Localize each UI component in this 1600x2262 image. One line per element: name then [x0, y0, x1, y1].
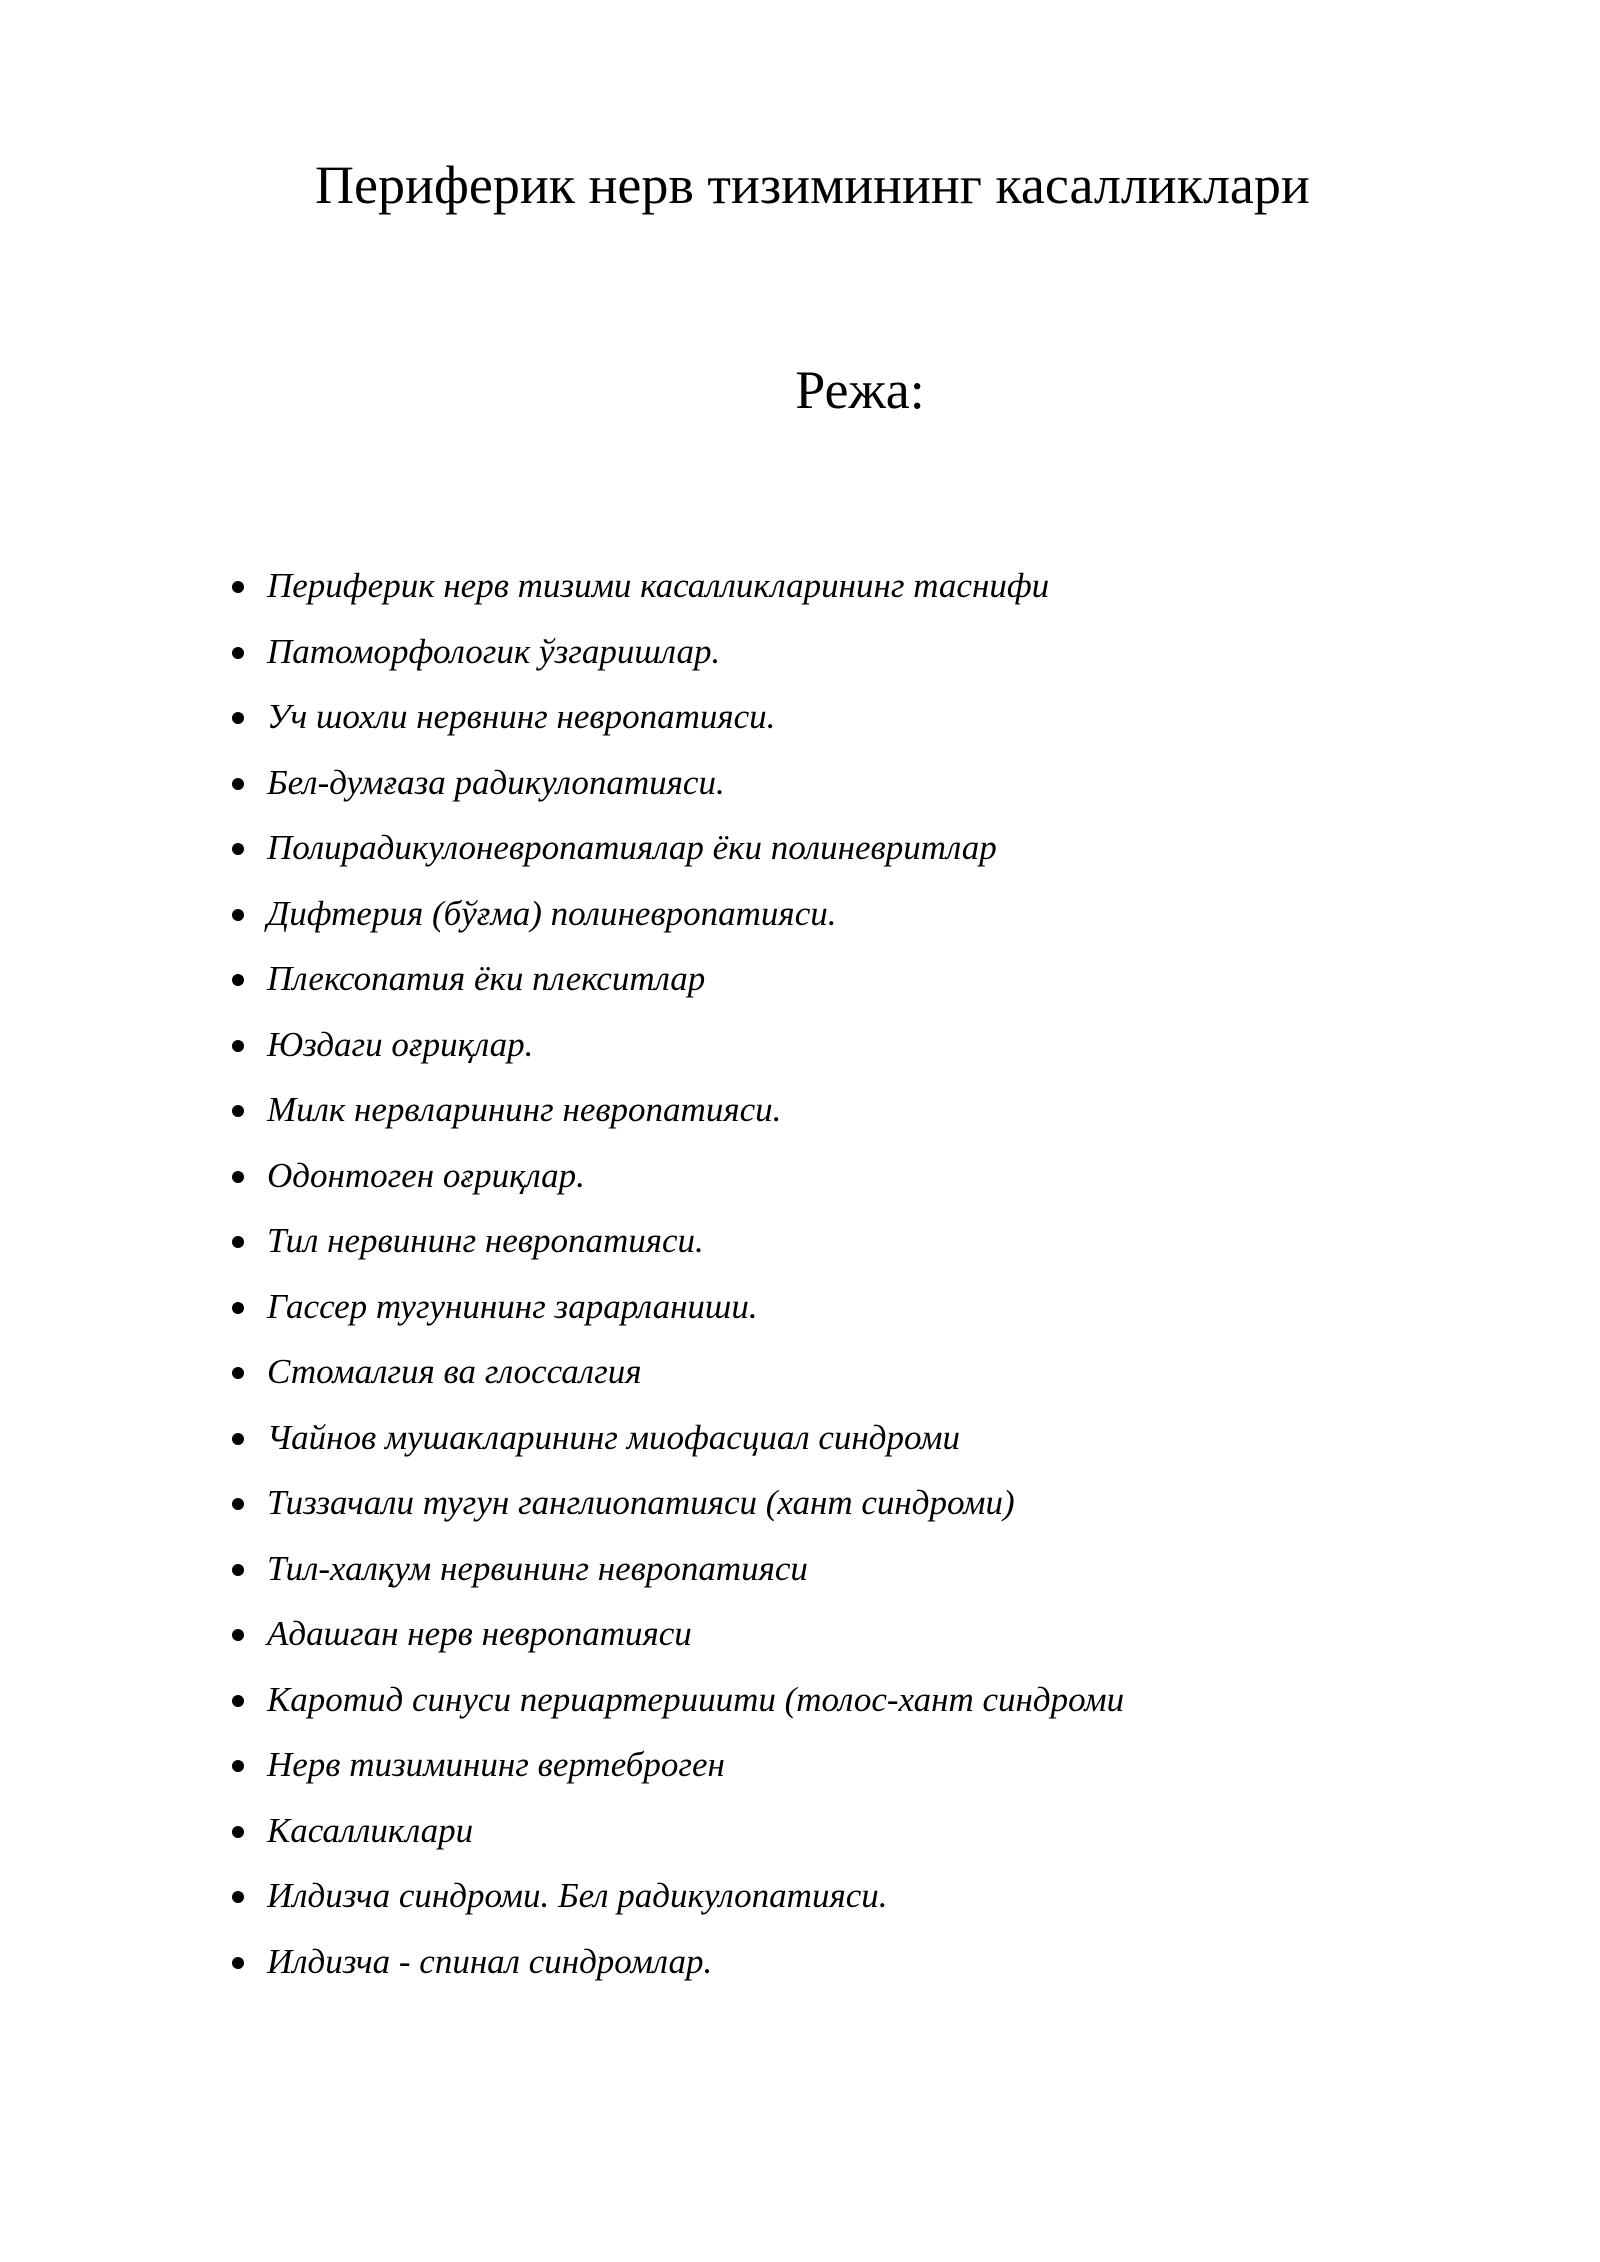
plan-item-text: Тиззачали тугун ганглиопатияси (хант синдроми): [267, 1483, 1015, 1522]
plan-item-text: Патоморфологик ўзгаришлар.: [267, 631, 721, 671]
plan-item: [232, 692, 1482, 758]
plan-item: [232, 1871, 1482, 1937]
plan-item-text: Касалликлари: [267, 1810, 474, 1850]
plan-item: [232, 561, 1482, 627]
bullet-icon: [232, 1367, 244, 1379]
bullet-icon: [232, 974, 244, 986]
plan-item-text: Уч шохли нервнинг невропатияси.: [267, 697, 776, 736]
bullet-icon: [232, 581, 244, 593]
document-title: Периферик нерв тизимининг касалликлари: [315, 155, 1310, 215]
plan-item-text: Стомалгия ва глоссалгия: [267, 1352, 642, 1391]
plan-item-text: Нерв тизимининг вертеброген: [267, 1745, 725, 1784]
bullet-icon: [232, 1302, 244, 1314]
bullet-icon: [232, 778, 244, 790]
plan-list: [232, 561, 1482, 2002]
bullet-icon: [232, 1957, 244, 1969]
plan-item-text: Периферик нерв тизими касалликларининг таснифи: [267, 566, 1050, 605]
bullet-icon: [232, 1695, 244, 1707]
plan-item: [232, 627, 1482, 693]
bullet-icon: [232, 1040, 244, 1052]
bullet-icon: [232, 1105, 244, 1117]
plan-item: [232, 1609, 1482, 1675]
plan-item-text: Бел-думғаза радикулопатияси.: [267, 762, 725, 802]
plan-item: [232, 1347, 1482, 1413]
plan-item-text: Тил-халқум нервининг невропатияси: [267, 1548, 808, 1588]
plan-item-text: Милк нервларининг невропатияси.: [267, 1090, 782, 1129]
plan-item-text: Плексопатия ёки плекситлар: [267, 959, 706, 998]
plan-item: [232, 954, 1482, 1020]
plan-item-text: Каротид синуси периартерииити (толос-хант синдроми: [267, 1679, 1125, 1719]
plan-item-text: Илдизча синдроми. Бел радикулопатияси.: [267, 1876, 888, 1915]
plan-item-text: Чайнов мушакларининг миофасциал синдроми: [267, 1417, 960, 1457]
bullet-icon: [232, 1433, 244, 1445]
bullet-icon: [232, 843, 244, 855]
bullet-icon: [232, 1760, 244, 1772]
bullet-icon: [232, 1629, 244, 1641]
bullet-icon: [232, 712, 244, 724]
plan-item-text: Адашган нерв невропатияси: [267, 1614, 692, 1653]
plan-item: [232, 1478, 1482, 1544]
plan-item-text: Дифтерия (бўғма) полиневропатияси.: [267, 893, 837, 933]
bullet-icon: [232, 647, 244, 659]
plan-item: [232, 1544, 1482, 1610]
plan-item-text: Полирадикулоневропатиялар ёки полиневритлар: [267, 828, 997, 867]
plan-item: [232, 1740, 1482, 1806]
plan-item-text: Тил нервининг невропатияси.: [267, 1221, 704, 1260]
plan-item: [232, 1020, 1482, 1086]
plan-item-text: Гассер тугунининг зарарланиши.: [267, 1286, 758, 1326]
plan-item-text: Юздаги оғриқлар.: [267, 1024, 534, 1064]
plan-item: [232, 889, 1482, 955]
plan-item: [232, 1216, 1482, 1282]
plan-item: [232, 758, 1482, 824]
plan-item: [232, 1413, 1482, 1479]
bullet-icon: [232, 909, 244, 921]
plan-item: [232, 823, 1482, 889]
bullet-icon: [232, 1498, 244, 1510]
bullet-icon: [232, 1891, 244, 1903]
bullet-icon: [232, 1236, 244, 1248]
plan-item: [232, 1282, 1482, 1348]
bullet-icon: [232, 1826, 244, 1838]
plan-item: [232, 1151, 1482, 1217]
bullet-icon: [232, 1171, 244, 1183]
plan-heading: Режа:: [795, 360, 925, 420]
plan-item-text: Илдизча - спинал синдромлар.: [267, 1941, 713, 1981]
plan-item: [232, 1937, 1482, 2003]
plan-item-text: Одонтоген оғриқлар.: [267, 1155, 585, 1195]
plan-item: [232, 1085, 1482, 1151]
plan-item: [232, 1675, 1482, 1741]
bullet-icon: [232, 1564, 244, 1576]
plan-item: [232, 1806, 1482, 1872]
